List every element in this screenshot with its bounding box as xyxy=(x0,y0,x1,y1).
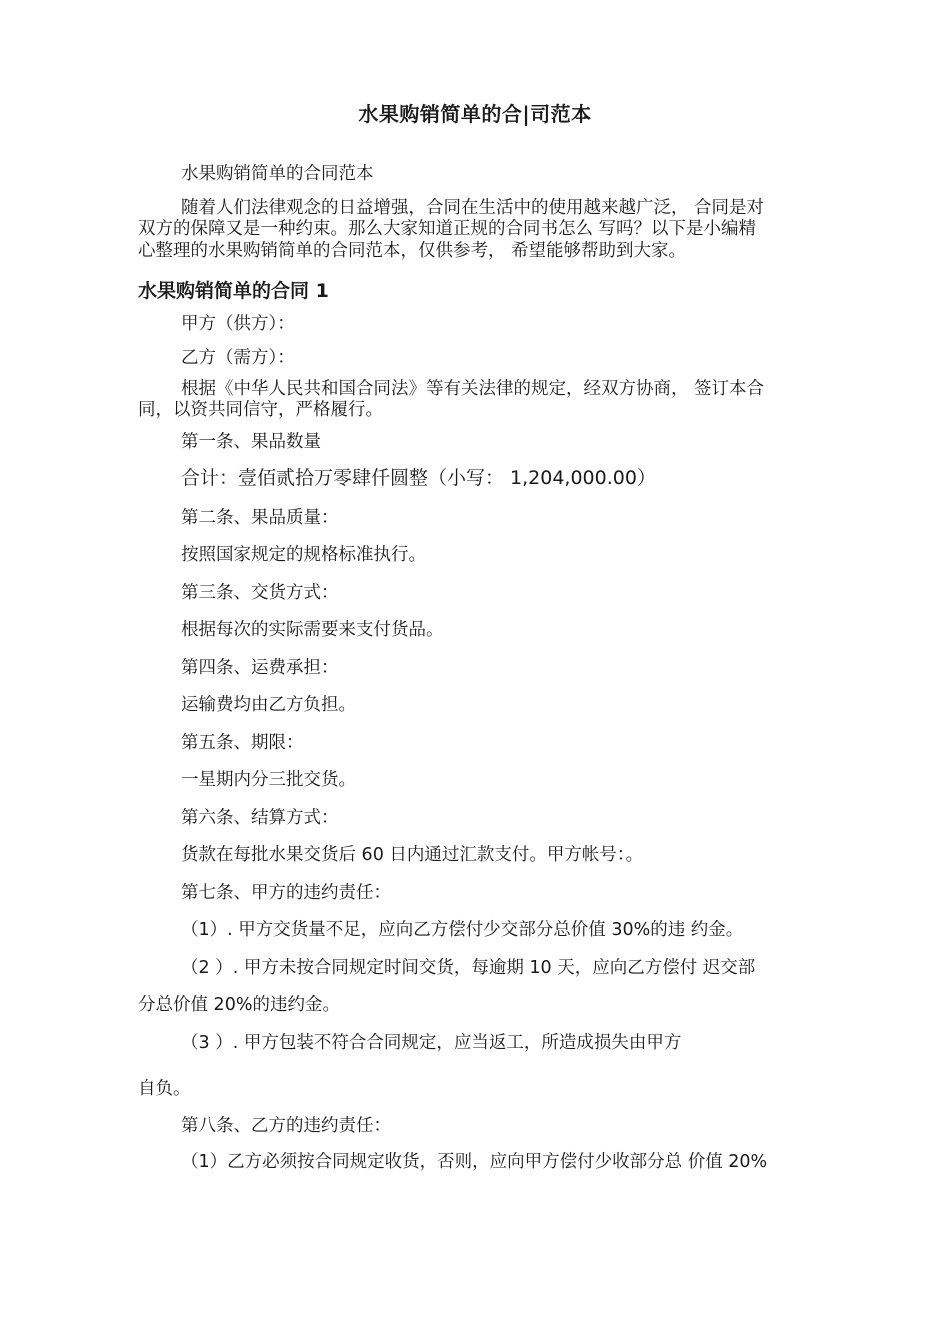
article-1-heading: 第一条、果品数量 xyxy=(181,432,321,452)
basis-line-2: 同，以资共同信守，严格履行。 xyxy=(138,400,383,420)
article-8-heading: 第八条、乙方的违约责任： xyxy=(181,1116,391,1136)
article-7-heading: 第七条、甲方的违约责任： xyxy=(181,883,391,903)
article-7-item-2: （2 ）. 甲方未按合同规定时间交货，每逾期 10 天，应向乙方偿付 迟交部 xyxy=(181,958,756,978)
article-5-body: 一星期内分三批交货。 xyxy=(181,770,356,790)
article-2-heading: 第二条、果品质量： xyxy=(181,508,339,528)
intro-line-1: 随着人们法律观念的日益增强，合同在生活中的使用越来越广泛， 合同是对 xyxy=(181,198,765,218)
article-5-heading: 第五条、期限： xyxy=(181,733,304,753)
article-6-heading: 第六条、结算方式： xyxy=(181,808,339,828)
document-subtitle: 水果购销简单的合同范本 xyxy=(181,164,374,184)
section-heading: 水果购销简单的合同 1 xyxy=(138,280,329,302)
article-3-heading: 第三条、交货方式： xyxy=(181,583,339,603)
document-title: 水果购销简单的合|司范本 xyxy=(358,102,592,126)
article-3-body: 根据每次的实际需要来支付货品。 xyxy=(181,620,444,640)
party-a-label: 甲方（供方）： xyxy=(181,314,295,334)
intro-line-3: 心整理的水果购销简单的合同范本，仅供参考， 希望能够帮助到大家。 xyxy=(138,241,687,261)
article-7-item-1: （1）. 甲方交货量不足，应向乙方偿付少交部分总价值 30%的违 约金。 xyxy=(181,920,744,940)
article-7-item-3: （3 ）. 甲方包装不符合合同规定，应当返工，所造成损失由甲方 xyxy=(181,1033,682,1053)
article-7-item-2-cont: 分总价值 20%的违约金。 xyxy=(138,995,340,1015)
article-4-body: 运输费均由乙方负担。 xyxy=(181,695,356,715)
article-2-body: 按照国家规定的规格标准执行。 xyxy=(181,545,426,565)
party-b-label: 乙方（需方）： xyxy=(181,348,295,368)
total-amount: 合计：壹佰贰拾万零肆仟圆整（小写： 1,204,000.00） xyxy=(181,467,656,489)
intro-line-2: 双方的保障又是一种约束。那么大家知道正规的合同书怎么 写吗？以下是小编精 xyxy=(138,219,757,239)
basis-line-1: 根据《中华人民共和国合同法》等有关法律的规定，经双方协商， 签订本合 xyxy=(181,379,765,399)
article-8-item-1: （1）乙方必须按合同规定收货，否则，应向甲方偿付少收部分总 价值 20% xyxy=(181,1152,768,1172)
article-4-heading: 第四条、运费承担： xyxy=(181,658,339,678)
article-6-body: 货款在每批水果交货后 60 日内通过汇款支付。甲方帐号：。 xyxy=(181,845,644,865)
article-7-item-3-cont: 自负。 xyxy=(138,1079,191,1099)
